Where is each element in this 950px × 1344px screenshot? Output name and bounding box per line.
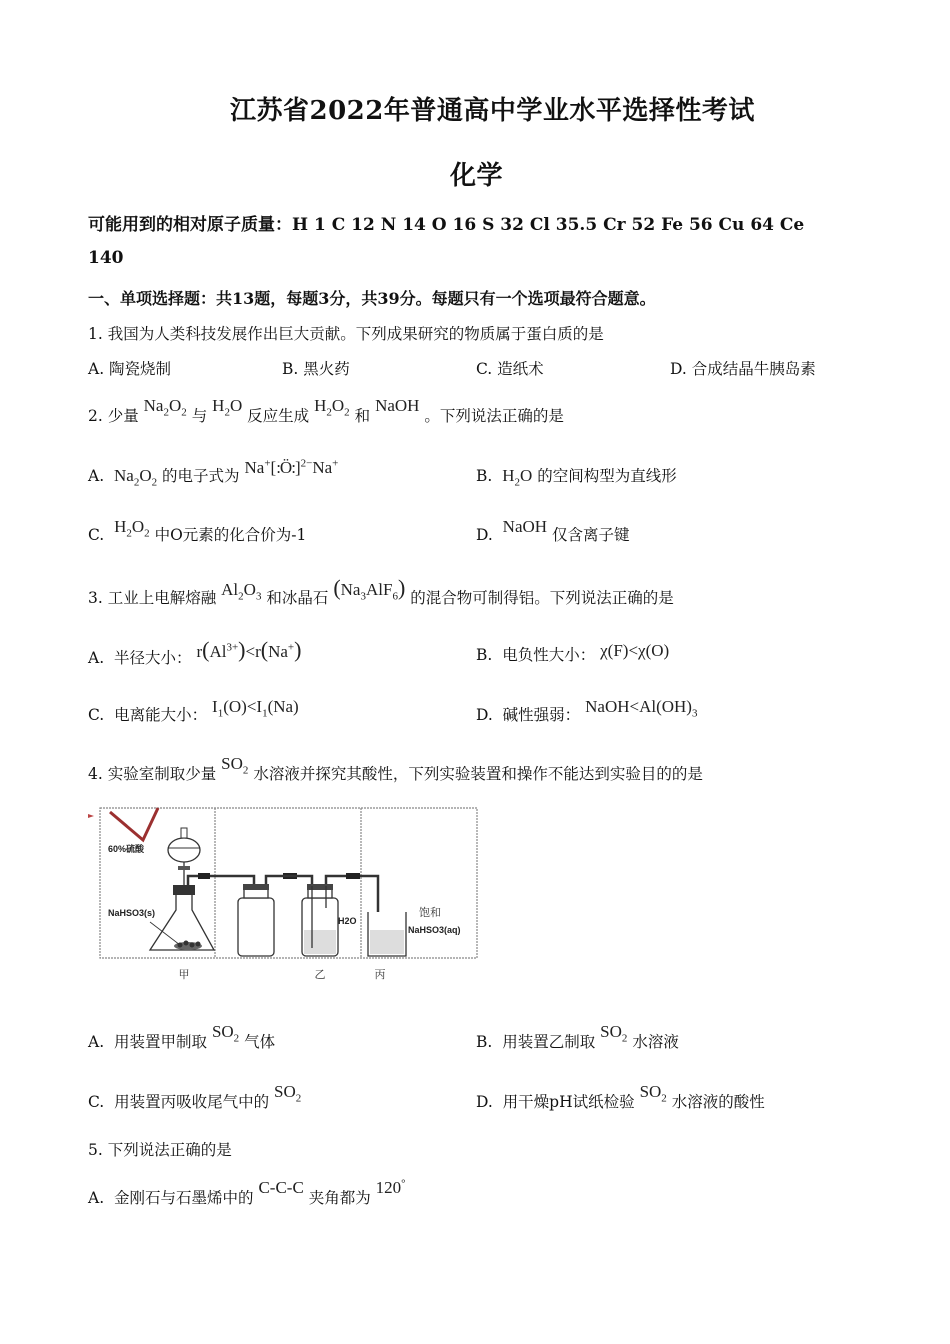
q1-option-c: C. 造纸术 <box>476 360 544 378</box>
acid-label: 60%硫酸 <box>108 844 145 854</box>
question-3-stem: 3. 工业上电解熔融 $Al_2O_3$ 和冰晶石 $(Na_3AlF_6)$ 的混合物可制得铝。下列说法正确的是 <box>88 575 674 607</box>
question-5-stem: 5. 下列说法正确的是 <box>88 1141 232 1159</box>
question-2-stem: 2. 少量 $Na_2O_2$ 与 $H_2O$ 反应生成 $H_2O_2$ 和 NaOH 。下列说法正确的是 <box>88 396 564 425</box>
empty-bottle <box>238 898 274 956</box>
q5-option-a: A. 金刚石与石墨烯中的 C-C-C 夹角都为 120° <box>88 1177 406 1207</box>
q3-option-a: A. 半径大小： $r(Al^{3+})<r(Na^+)$ <box>88 637 302 667</box>
q2-option-b: B. $H_2O$ 的空间构型为直线形 <box>476 466 677 489</box>
subject-title: 化学 <box>450 161 504 191</box>
q4-option-a: A. 用装置甲制取 $SO_2$ 气体 <box>88 1022 276 1051</box>
q2-option-d: D. NaOH 仅含离子键 <box>476 517 630 544</box>
q1-option-b: B. 黑火药 <box>282 360 350 378</box>
q3-option-d: D. 碱性强弱： $NaOH<Al(OH)_3$ <box>476 697 698 724</box>
separatory-funnel <box>168 838 200 862</box>
q2-option-c: C. $H_2O_2$ 中O元素的化合价为-1 <box>88 517 307 544</box>
q4-option-d: D. 用干燥pH试纸检验 $SO_2$ 水溶液的酸性 <box>476 1082 765 1111</box>
label-jia: 甲 <box>178 968 190 981</box>
q3-option-b: B. 电负性大小： χ(F)<χ(O) <box>476 641 670 664</box>
q1-option-a: A. 陶瓷烧制 <box>88 360 172 378</box>
apparatus-figure <box>88 800 488 992</box>
label-bing: 丙 <box>374 968 386 981</box>
q4-option-b: B. 用装置乙制取 $SO_2$ 水溶液 <box>476 1022 679 1051</box>
question-4-stem: 4. 实验室制取少量 $SO_2$ 水溶液并探究其酸性，下列实验装置和操作不能达到实验目的的是 <box>88 754 703 783</box>
atomic-mass-line-cont: 140 <box>88 248 124 268</box>
solution-label: NaHSO3(aq) <box>408 925 461 935</box>
label-yi: 乙 <box>314 968 326 981</box>
q2-option-a: A. $Na_2O_2$ 的电子式为 Na+[:Ö:]$^{2-}$Na+ <box>88 457 339 489</box>
solid-label: NaHSO3(s) <box>108 908 156 918</box>
conical-flask <box>150 892 214 950</box>
section-heading: 一、单项选择题：共13题，每题3分，共39分。每题只有一个选项最符合题意。 <box>88 289 656 308</box>
water-label: H2O <box>338 916 357 926</box>
page-title: 江苏省2022年普通高中学业水平选择性考试 <box>230 96 755 126</box>
question-1-stem: 1. 我国为人类科技发展作出巨大贡献。下列成果研究的物质属于蛋白质的是 <box>88 325 604 343</box>
saturated-label: 饱和 <box>419 906 441 919</box>
atomic-mass-line: 可能用到的相对原子质量：H 1 C 12 N 14 O 16 S 32 Cl 35.5 Cr 52 Fe 56 Cu 64 Ce <box>88 215 805 235</box>
q1-option-d: D. 合成结晶牛胰岛素 <box>670 360 816 378</box>
q4-option-c: C. 用装置丙吸收尾气中的 $SO_2$ <box>88 1082 302 1111</box>
q3-option-c: C. 电离能大小： $I_1(O)<I_1(Na)$ <box>88 697 299 724</box>
